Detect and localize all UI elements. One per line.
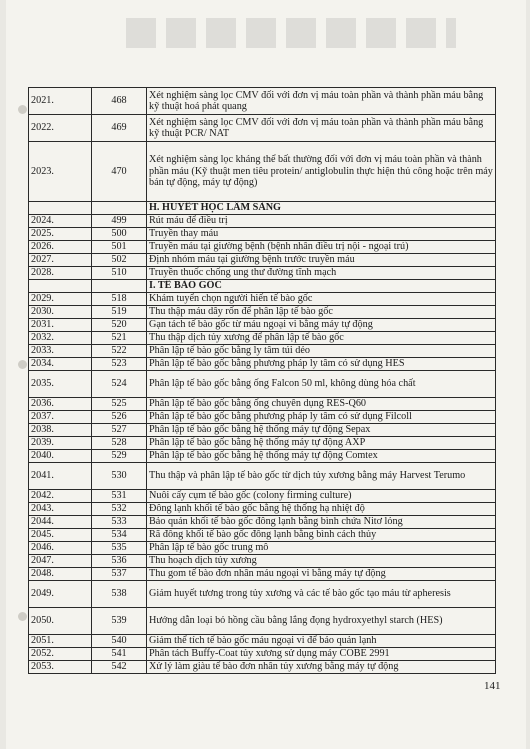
table-row: [29, 306, 496, 319]
table-row: [29, 88, 496, 115]
row-number-cell: 2047.: [29, 555, 92, 568]
procedure-code-cell: 468: [92, 88, 147, 115]
procedure-name-cell: Bảo quản khối tế bào gốc đông lạnh bằng bình chứa Nitơ lỏng: [147, 516, 496, 529]
procedure-name-cell: Xét nghiệm sàng lọc kháng thể bất thường đối với đơn vị máu toàn phần và thành phần máu (Kỹ thuật men tiêu protein/ antiglobulin thực hiện thủ công hoặc trên máy bán tự động, máy tự động): [147, 142, 496, 202]
procedure-name-cell: Gạn tách tế bào gốc từ máu ngoại vi bằng máy tự động: [147, 319, 496, 332]
row-number-cell: 2052.: [29, 648, 92, 661]
table-row: [29, 463, 496, 490]
table-row: [29, 115, 496, 142]
procedure-name-cell: Truyền máu tại giường bệnh (bệnh nhân điều trị nội - ngoại trú): [147, 241, 496, 254]
row-number-cell: 2026.: [29, 241, 92, 254]
procedure-name-cell: Xử lý làm giàu tế bào đơn nhân tủy xương bằng máy tự động: [147, 661, 496, 674]
procedure-code-cell: 510: [92, 267, 147, 280]
table-row: [29, 490, 496, 503]
procedure-code-cell: 530: [92, 463, 147, 490]
row-number-cell: 2021.: [29, 88, 92, 115]
procedure-code-cell: 541: [92, 648, 147, 661]
table-row: [29, 267, 496, 280]
procedure-code-cell: 499: [92, 215, 147, 228]
binder-hole: [18, 105, 27, 114]
procedure-name-cell: Xét nghiệm sàng lọc CMV đối với đơn vị máu toàn phần và thành phần máu bằng kỹ thuật PCR/ NAT: [147, 115, 496, 142]
procedure-name-cell: Thu thập dịch tủy xương để phân lập tế bào gốc: [147, 332, 496, 345]
table-row: [29, 661, 496, 674]
row-number-cell: 2051.: [29, 635, 92, 648]
table-row: [29, 503, 496, 516]
procedure-name-cell: Thu thập máu dây rốn để phân lập tế bào gốc: [147, 306, 496, 319]
procedure-code-cell: 519: [92, 306, 147, 319]
procedure-code-cell: 535: [92, 542, 147, 555]
procedure-name-cell: Phân tách Buffy-Coat tủy xương sử dụng máy COBE 2991: [147, 648, 496, 661]
procedure-code-cell: 533: [92, 516, 147, 529]
procedure-code-cell: [92, 280, 147, 293]
procedure-code-cell: 521: [92, 332, 147, 345]
procedure-name-cell: Nuôi cấy cụm tế bào gốc (colony firming culture): [147, 490, 496, 503]
row-number-cell: 2029.: [29, 293, 92, 306]
row-number-cell: 2027.: [29, 254, 92, 267]
procedure-name-cell: Phân lập tế bào gốc trung mô: [147, 542, 496, 555]
table-row: [29, 398, 496, 411]
table-row: [29, 529, 496, 542]
procedure-name-cell: Phân lập tế bào gốc bằng ống Falcon 50 ml, không dùng hóa chất: [147, 371, 496, 398]
row-number-cell: 2049.: [29, 581, 92, 608]
procedure-name-cell: Truyền thuốc chống ung thư đường tĩnh mạch: [147, 267, 496, 280]
procedure-name-cell: Phân lập tế bào gốc bằng hệ thống máy tự động AXP: [147, 437, 496, 450]
procedure-code-cell: 531: [92, 490, 147, 503]
procedure-code-cell: 500: [92, 228, 147, 241]
procedure-code-cell: 523: [92, 358, 147, 371]
table-row: [29, 254, 496, 267]
procedure-code-cell: 540: [92, 635, 147, 648]
row-number-cell: 2040.: [29, 450, 92, 463]
row-number-cell: 2032.: [29, 332, 92, 345]
procedure-name-cell: Thu gom tế bào đơn nhân máu ngoại vi bằng máy tự động: [147, 568, 496, 581]
procedure-code-cell: 501: [92, 241, 147, 254]
procedure-name-cell: Thu thập và phân lập tế bào gốc từ dịch tủy xương bằng máy Harvest Terumo: [147, 463, 496, 490]
section-row: [29, 280, 496, 293]
procedure-code-cell: 524: [92, 371, 147, 398]
procedure-name-cell: Rã đông khối tế bào gốc đông lạnh bằng bình cách thủy: [147, 529, 496, 542]
row-number-cell: 2022.: [29, 115, 92, 142]
procedure-name-cell: I. TẾ BÀO GỐC: [147, 280, 496, 293]
procedure-code-cell: 522: [92, 345, 147, 358]
procedure-code-cell: 526: [92, 411, 147, 424]
page-number: 141: [484, 680, 501, 692]
procedure-name-cell: Xét nghiệm sàng lọc CMV đối với đơn vị máu toàn phần và thành phần máu bằng kỹ thuật hoá phát quang: [147, 88, 496, 115]
procedure-code-cell: 537: [92, 568, 147, 581]
binder-hole: [18, 612, 27, 621]
binder-hole: [18, 360, 27, 369]
procedure-code-cell: 536: [92, 555, 147, 568]
procedure-name-cell: Hướng dẫn loại bỏ hồng cầu bằng lắng đọng hydroxyethyl starch (HES): [147, 608, 496, 635]
row-number-cell: 2045.: [29, 529, 92, 542]
row-number-cell: 2030.: [29, 306, 92, 319]
procedure-name-cell: Khám tuyển chọn người hiến tế bào gốc: [147, 293, 496, 306]
procedure-code-cell: 470: [92, 142, 147, 202]
table-row: [29, 648, 496, 661]
procedure-name-cell: Phân lập tế bào gốc bằng ly tâm túi dẻo: [147, 345, 496, 358]
table-row: [29, 542, 496, 555]
procedure-name-cell: Định nhóm máu tại giường bệnh trước truyền máu: [147, 254, 496, 267]
procedure-table: [28, 87, 496, 674]
procedure-code-cell: 525: [92, 398, 147, 411]
procedure-code-cell: 539: [92, 608, 147, 635]
row-number-cell: 2031.: [29, 319, 92, 332]
row-number-cell: 2042.: [29, 490, 92, 503]
procedure-code-cell: 520: [92, 319, 147, 332]
procedure-name-cell: Giảm huyết tương trong tủy xương và các tế bào gốc tạo máu từ apheresis: [147, 581, 496, 608]
procedure-code-cell: 538: [92, 581, 147, 608]
procedure-name-cell: Phân lập tế bào gốc bằng ống chuyên dụng RES-Q60: [147, 398, 496, 411]
procedure-code-cell: 527: [92, 424, 147, 437]
procedure-code-cell: 542: [92, 661, 147, 674]
table-row: [29, 215, 496, 228]
table-row: [29, 450, 496, 463]
table-row: [29, 424, 496, 437]
row-number-cell: 2038.: [29, 424, 92, 437]
procedure-code-cell: 502: [92, 254, 147, 267]
procedure-name-cell: Phân lập tế bào gốc bằng hệ thống máy tự động Comtex: [147, 450, 496, 463]
table-row: [29, 555, 496, 568]
procedure-name-cell: Phân lập tế bào gốc bằng hệ thống máy tự động Sepax: [147, 424, 496, 437]
table-row: [29, 241, 496, 254]
row-number-cell: 2043.: [29, 503, 92, 516]
row-number-cell: 2046.: [29, 542, 92, 555]
table-row: [29, 319, 496, 332]
row-number-cell: 2033.: [29, 345, 92, 358]
procedure-code-cell: 469: [92, 115, 147, 142]
table-row: [29, 437, 496, 450]
row-number-cell: 2024.: [29, 215, 92, 228]
table-row: [29, 635, 496, 648]
row-number-cell: 2034.: [29, 358, 92, 371]
procedure-code-cell: 532: [92, 503, 147, 516]
table-row: [29, 293, 496, 306]
row-number-cell: 2028.: [29, 267, 92, 280]
row-number-cell: 2025.: [29, 228, 92, 241]
row-number-cell: 2053.: [29, 661, 92, 674]
table-row: [29, 142, 496, 202]
procedure-code-cell: 529: [92, 450, 147, 463]
table-row: [29, 608, 496, 635]
table-row: [29, 345, 496, 358]
row-number-cell: [29, 280, 92, 293]
procedure-name-cell: Rút máu để điều trị: [147, 215, 496, 228]
table-row: [29, 516, 496, 529]
table-row: [29, 371, 496, 398]
procedure-name-cell: H. HUYẾT HỌC LÂM SÀNG: [147, 202, 496, 215]
procedure-code-cell: [92, 202, 147, 215]
procedure-name-cell: Thu hoạch dịch tủy xương: [147, 555, 496, 568]
procedure-name-cell: Đông lạnh khối tế bào gốc bằng hệ thống hạ nhiệt độ: [147, 503, 496, 516]
procedure-code-cell: 528: [92, 437, 147, 450]
table-row: [29, 581, 496, 608]
row-number-cell: 2037.: [29, 411, 92, 424]
procedure-name-cell: Phân lập tế bào gốc bằng phương pháp ly tâm có sử dụng Filcoll: [147, 411, 496, 424]
row-number-cell: 2039.: [29, 437, 92, 450]
row-number-cell: 2048.: [29, 568, 92, 581]
procedure-name-cell: Truyền thay máu: [147, 228, 496, 241]
section-row: [29, 202, 496, 215]
procedure-code-cell: 518: [92, 293, 147, 306]
table-row: [29, 228, 496, 241]
row-number-cell: 2023.: [29, 142, 92, 202]
table-row: [29, 568, 496, 581]
row-number-cell: 2035.: [29, 371, 92, 398]
table-row: [29, 332, 496, 345]
row-number-cell: 2050.: [29, 608, 92, 635]
bleed-through-header: [126, 18, 456, 48]
procedure-code-cell: 534: [92, 529, 147, 542]
procedure-name-cell: Phân lập tế bào gốc bằng phương pháp ly tâm có sử dụng HES: [147, 358, 496, 371]
table-row: [29, 411, 496, 424]
row-number-cell: 2036.: [29, 398, 92, 411]
row-number-cell: 2041.: [29, 463, 92, 490]
table-row: [29, 358, 496, 371]
row-number-cell: 2044.: [29, 516, 92, 529]
procedure-table-body: [29, 88, 496, 674]
procedure-name-cell: Giảm thể tích tế bào gốc máu ngoại vi để bảo quản lạnh: [147, 635, 496, 648]
row-number-cell: [29, 202, 92, 215]
